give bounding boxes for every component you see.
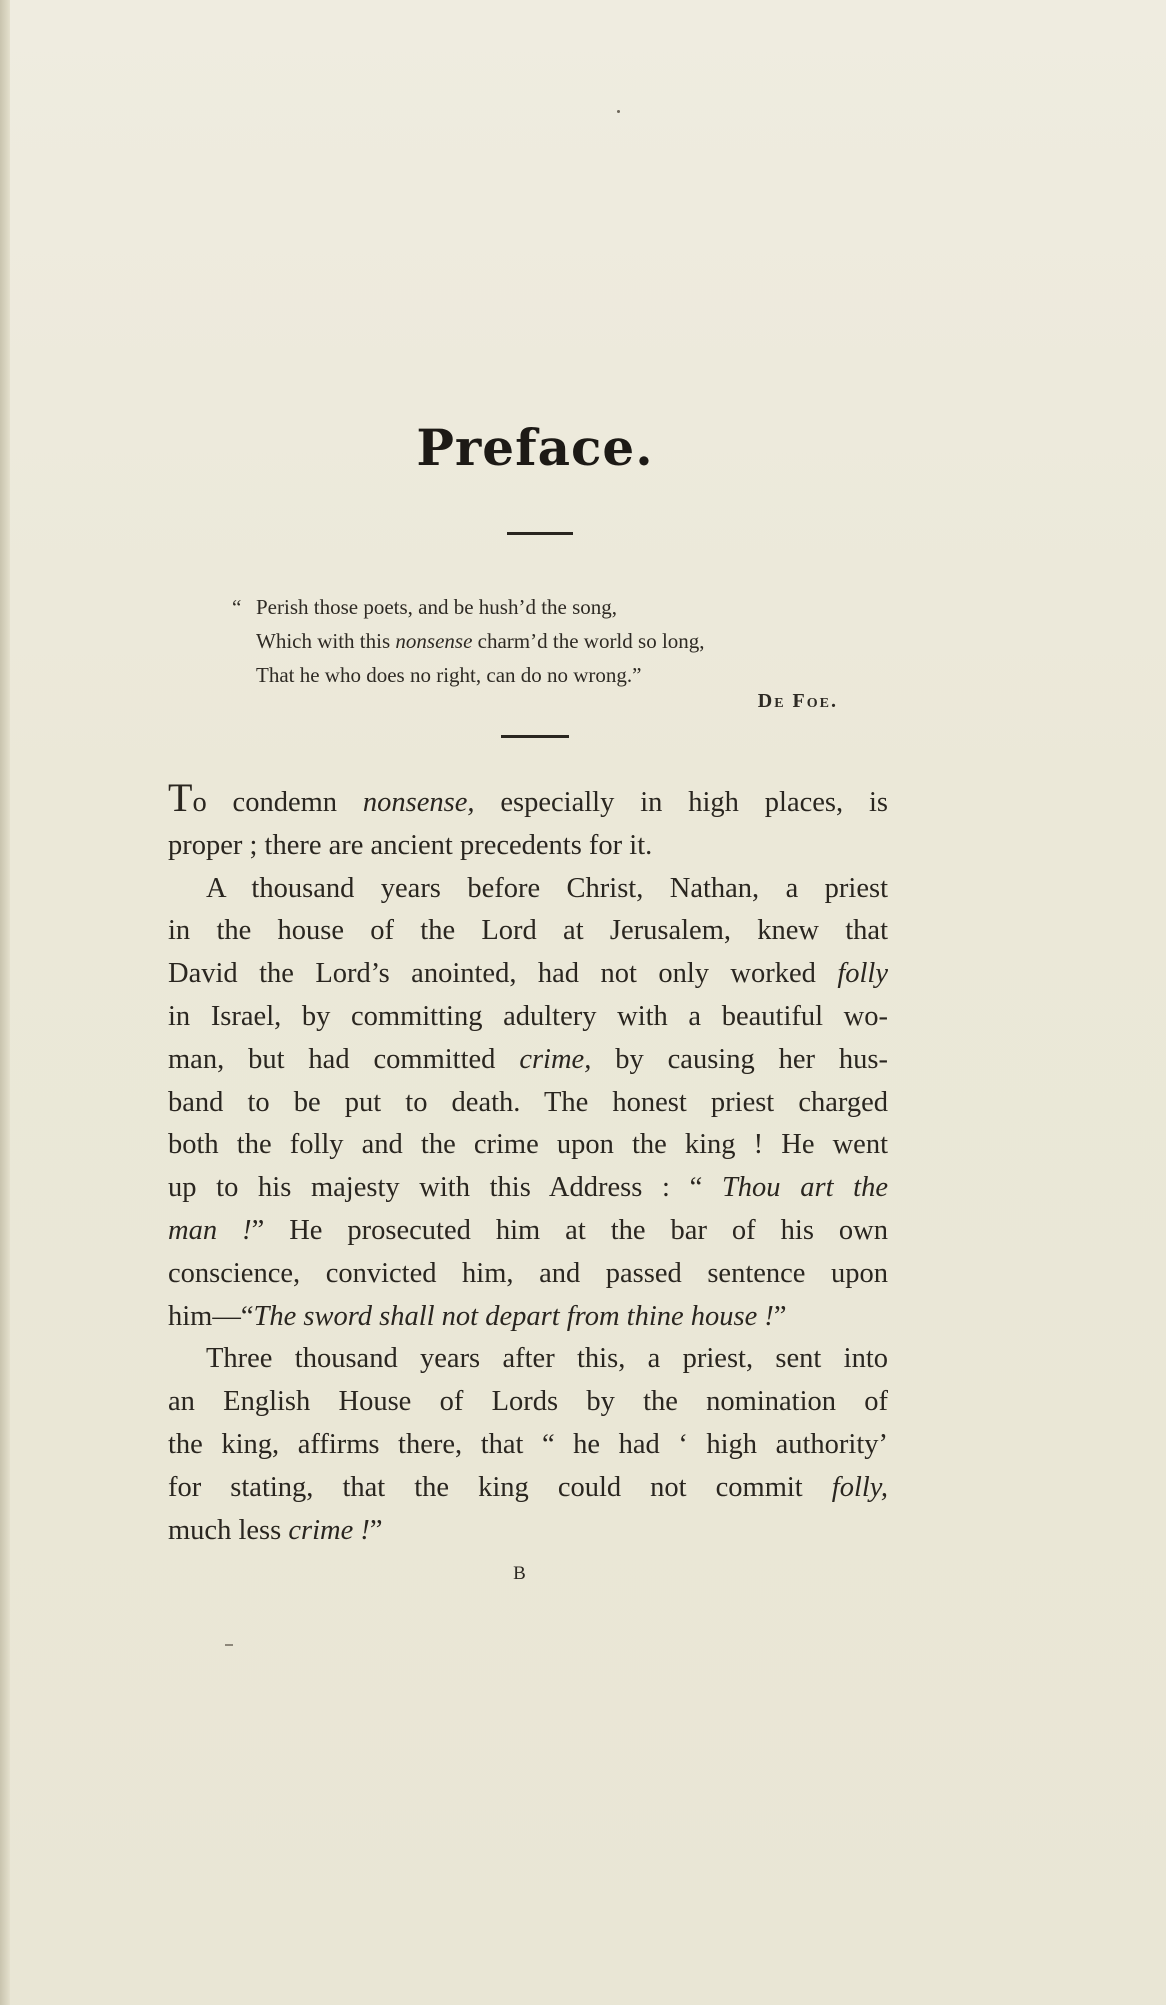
page-speck [617, 110, 620, 113]
text-line: A thousand years before Christ, Nathan, a priest [206, 872, 888, 904]
text-line: band to be put to death. The honest priest charged [168, 1086, 888, 1118]
text-line: much less crime !” [168, 1514, 383, 1546]
page-binding-edge [0, 0, 10, 2005]
page-mark [225, 1644, 233, 1646]
epigraph-rule [501, 735, 569, 738]
paragraph-1 [168, 775, 889, 868]
text-line: man !” He prosecuted him at the bar of his own [168, 1214, 888, 1246]
title-rule [507, 532, 573, 535]
text-line: man, but had committed crime, by causing her hus- [168, 1043, 889, 1075]
body-text [168, 775, 889, 1552]
page-title: Preface. [416, 418, 654, 477]
text-line: the king, affirms there, that “ he had ‘ high authority’ [168, 1428, 888, 1460]
epigraph-line-1: “ Perish those poets, and be hush’d the song, [232, 595, 618, 619]
text-line: both the folly and the crime upon the king ! He went [168, 1129, 888, 1161]
text-line: To condemn nonsense, especially in high places, is [168, 775, 889, 820]
text-line: him—“The sword shall not depart from thine house !” [168, 1300, 787, 1332]
text-line: up to his majesty with this Address : “ Thou art the [168, 1172, 888, 1204]
text-line: Three thousand years after this, a priest, sent into [206, 1343, 888, 1375]
text-line: in Israel, by committing adultery with a beautiful wo- [168, 1000, 888, 1032]
paragraph-3 [168, 1338, 888, 1552]
text-line: for stating, that the king could not commit folly, [168, 1471, 888, 1503]
text-line: in the house of the Lord at Jerusalem, knew that [168, 915, 888, 947]
text-line: proper ; there are ancient precedents for it. [168, 829, 653, 861]
paragraph-2 [168, 868, 888, 1339]
epigraph-line-2: Which with this nonsense charm’d the world so long, [256, 629, 705, 653]
text-line: conscience, convicted him, and passed sentence upon [168, 1257, 888, 1289]
epigraph-line-3: That he who does no right, can do no wrong.” [256, 663, 642, 687]
epigraph [232, 590, 842, 692]
drop-capital: T [168, 775, 193, 820]
signature-mark: B [513, 1563, 527, 1584]
text-line: David the Lord’s anointed, had not only worked folly [168, 958, 888, 990]
text-line: an English House of Lords by the nomination of [168, 1386, 888, 1418]
epigraph-attribution: De Foe. [757, 690, 838, 712]
